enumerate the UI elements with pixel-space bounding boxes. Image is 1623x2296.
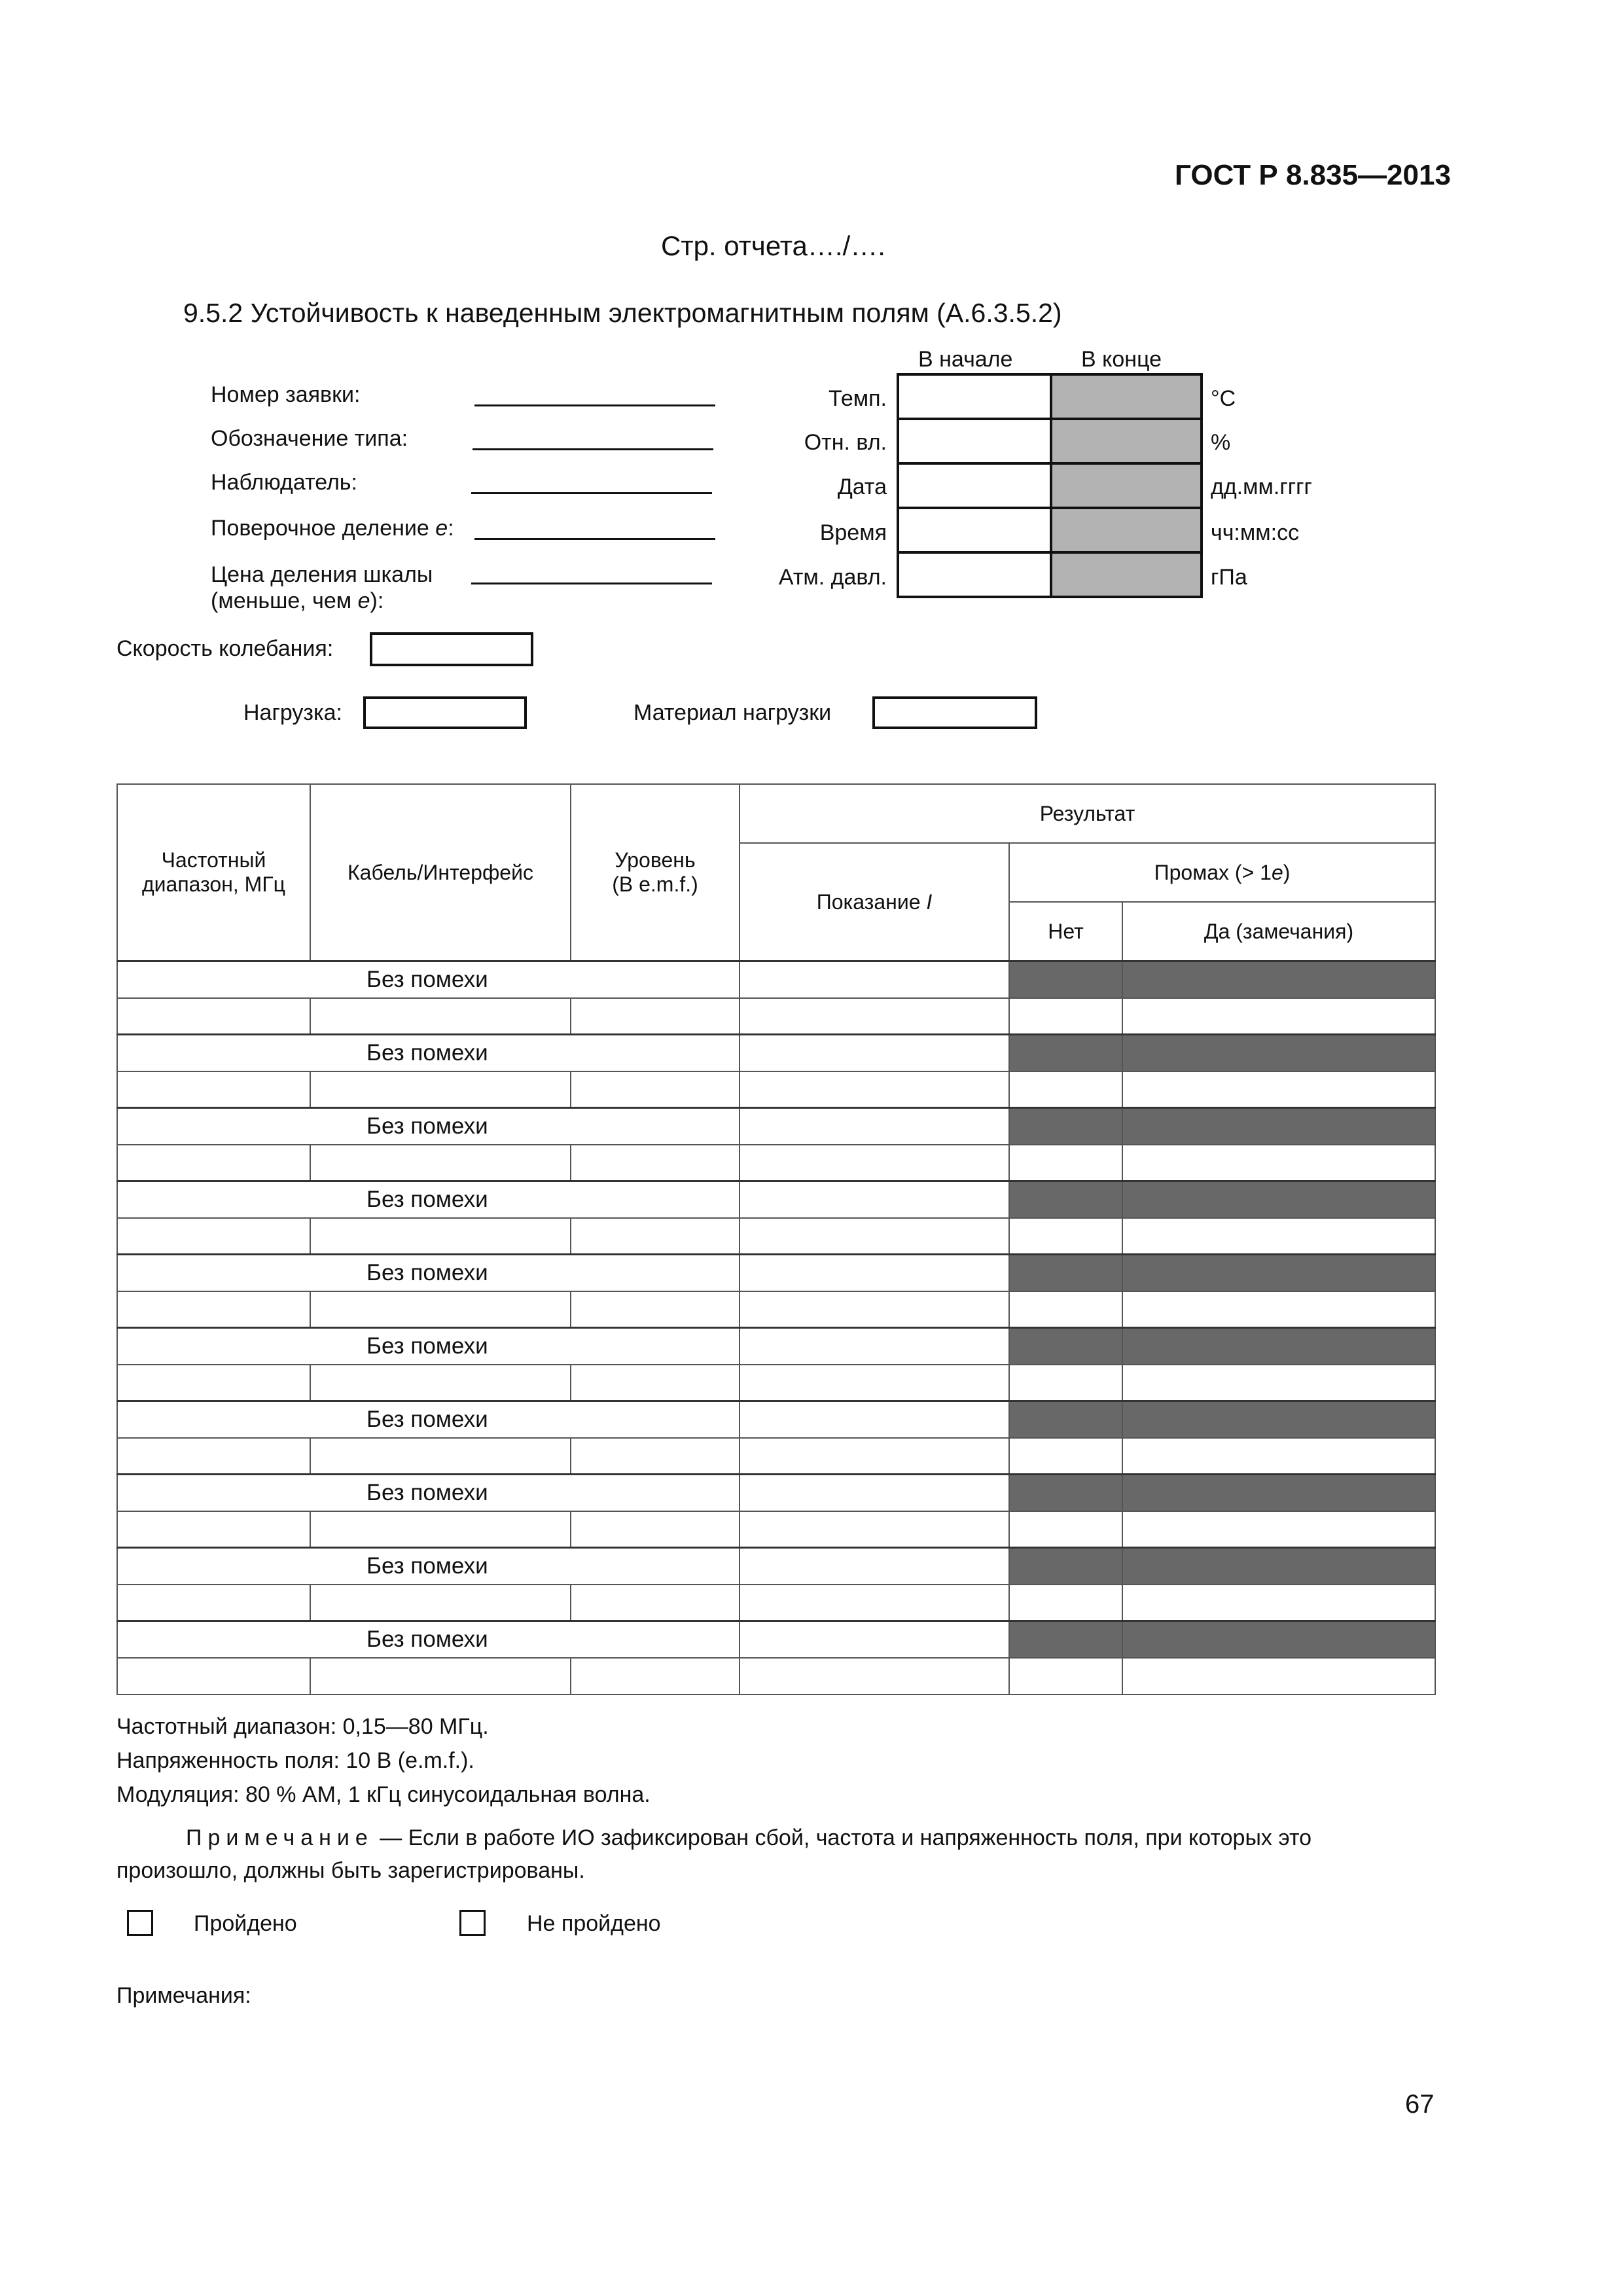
miss-yes-cell[interactable] bbox=[1122, 1071, 1435, 1108]
env-time-end bbox=[1050, 507, 1203, 554]
miss-no-cell[interactable] bbox=[1009, 1218, 1122, 1255]
no-interference-label: Без помехи bbox=[117, 1035, 740, 1071]
header-level-line2: (В e.m.f.) bbox=[612, 872, 698, 896]
miss-yes-cell[interactable] bbox=[1122, 1438, 1435, 1475]
section-title: 9.5.2 Устойчивость к наведенным электромагнитным полям (А.6.3.5.2) bbox=[183, 298, 1062, 328]
no-interference-label: Без помехи bbox=[117, 1108, 740, 1145]
application-number-label: Номер заявки: bbox=[211, 382, 361, 407]
measurement-row bbox=[117, 998, 1435, 1035]
measurement-row bbox=[117, 1218, 1435, 1255]
scale-division-var: e bbox=[357, 588, 370, 613]
env-pressure-end bbox=[1050, 551, 1203, 598]
no-interference-row bbox=[117, 1108, 1435, 1145]
verification-division-colon: : bbox=[448, 516, 454, 541]
level-cell[interactable] bbox=[571, 1511, 740, 1548]
header-miss-var: e bbox=[1271, 860, 1283, 884]
observer-label: Наблюдатель: bbox=[211, 470, 357, 495]
indication-cell[interactable] bbox=[740, 1548, 1009, 1585]
freq-cell[interactable] bbox=[117, 1511, 310, 1548]
indication-cell[interactable] bbox=[740, 1145, 1009, 1181]
indication-cell[interactable] bbox=[740, 1181, 1009, 1218]
level-cell[interactable] bbox=[571, 1291, 740, 1328]
remark-text: — Если в работе ИО зафиксирован сбой, частота и напряженность поля, при которых это произошло, должны быть зарегистрированы. bbox=[116, 1825, 1312, 1883]
env-label-humidity: Отн. вл. bbox=[804, 430, 887, 455]
test-conditions bbox=[116, 1710, 651, 1812]
remarks-label: Примечания: bbox=[116, 1983, 251, 2008]
measurement-row bbox=[117, 1585, 1435, 1621]
indication-cell[interactable] bbox=[740, 1328, 1009, 1365]
no-interference-row bbox=[117, 1255, 1435, 1291]
level-cell[interactable] bbox=[571, 998, 740, 1035]
miss-yes-cell[interactable] bbox=[1122, 1218, 1435, 1255]
freq-cell[interactable] bbox=[117, 1218, 310, 1255]
freq-cell[interactable] bbox=[117, 1291, 310, 1328]
measurement-row bbox=[117, 1145, 1435, 1181]
env-unit-time: чч:мм:сс bbox=[1211, 520, 1300, 545]
freq-cell[interactable] bbox=[117, 1365, 310, 1401]
scale-division-field[interactable] bbox=[471, 583, 712, 584]
freq-cell[interactable] bbox=[117, 998, 310, 1035]
indication-cell[interactable] bbox=[740, 1218, 1009, 1255]
no-interference-row bbox=[117, 1621, 1435, 1658]
miss-no-cell bbox=[1009, 1255, 1122, 1291]
miss-yes-cell[interactable] bbox=[1122, 998, 1435, 1035]
header-cable: Кабель/Интерфейс bbox=[310, 784, 571, 961]
miss-no-cell[interactable] bbox=[1009, 1511, 1122, 1548]
env-pressure-start[interactable] bbox=[897, 551, 1052, 598]
no-interference-label: Без помехи bbox=[117, 1255, 740, 1291]
header-level bbox=[571, 784, 740, 961]
miss-no-cell bbox=[1009, 1035, 1122, 1071]
no-interference-row bbox=[117, 961, 1435, 998]
miss-no-cell[interactable] bbox=[1009, 1291, 1122, 1328]
miss-no-cell bbox=[1009, 1328, 1122, 1365]
miss-yes-cell bbox=[1122, 1328, 1435, 1365]
miss-no-cell bbox=[1009, 1108, 1122, 1145]
env-unit-temp: °С bbox=[1211, 386, 1236, 411]
scale-division-label bbox=[211, 562, 433, 614]
indication-cell[interactable] bbox=[740, 998, 1009, 1035]
measurement-row bbox=[117, 1291, 1435, 1328]
env-col-start: В начале bbox=[918, 347, 1013, 372]
no-interference-label: Без помехи bbox=[117, 961, 740, 998]
miss-no-cell[interactable] bbox=[1009, 1585, 1122, 1621]
cable-cell[interactable] bbox=[310, 1511, 571, 1548]
cable-cell[interactable] bbox=[310, 1291, 571, 1328]
indication-cell[interactable] bbox=[740, 1255, 1009, 1291]
indication-cell[interactable] bbox=[740, 1621, 1009, 1658]
miss-yes-cell bbox=[1122, 1621, 1435, 1658]
load-field[interactable] bbox=[363, 696, 527, 729]
cable-cell[interactable] bbox=[310, 998, 571, 1035]
indication-cell[interactable] bbox=[740, 1071, 1009, 1108]
level-cell[interactable] bbox=[571, 1438, 740, 1475]
load-label: Нагрузка: bbox=[243, 700, 342, 725]
indication-cell[interactable] bbox=[740, 961, 1009, 998]
cable-cell[interactable] bbox=[310, 1438, 571, 1475]
application-number-field[interactable] bbox=[474, 404, 715, 406]
env-humidity-start[interactable] bbox=[897, 418, 1052, 465]
no-interference-row bbox=[117, 1035, 1435, 1071]
header-indication bbox=[740, 843, 1009, 961]
header-freq bbox=[117, 784, 310, 961]
verification-division-label bbox=[211, 516, 454, 541]
env-date-end bbox=[1050, 462, 1203, 509]
indication-cell[interactable] bbox=[740, 1438, 1009, 1475]
header-freq-line2: диапазон, МГц bbox=[142, 872, 285, 896]
indication-cell[interactable] bbox=[740, 1108, 1009, 1145]
miss-yes-cell bbox=[1122, 961, 1435, 998]
miss-no-cell[interactable] bbox=[1009, 1658, 1122, 1695]
env-unit-pressure: гПа bbox=[1211, 565, 1247, 590]
no-interference-row bbox=[117, 1328, 1435, 1365]
env-label-pressure: Атм. давл. bbox=[778, 565, 887, 590]
no-interference-row bbox=[117, 1475, 1435, 1511]
type-designation-label: Обозначение типа: bbox=[211, 426, 408, 451]
indication-cell[interactable] bbox=[740, 1511, 1009, 1548]
miss-no-cell bbox=[1009, 1621, 1122, 1658]
oscillation-speed-label: Скорость колебания: bbox=[116, 636, 334, 661]
miss-no-cell bbox=[1009, 961, 1122, 998]
miss-yes-cell bbox=[1122, 1255, 1435, 1291]
measurement-row bbox=[117, 1071, 1435, 1108]
header-level-line1: Уровень bbox=[615, 848, 696, 872]
miss-no-cell[interactable] bbox=[1009, 1071, 1122, 1108]
header-indication-text: Показание bbox=[816, 889, 927, 914]
verification-division-field[interactable] bbox=[474, 538, 715, 540]
header-yes: Да (замечания) bbox=[1122, 902, 1435, 961]
modulation-note: Модуляция: 80 % АМ, 1 кГц синусоидальная волна. bbox=[116, 1782, 651, 1807]
freq-range-note: Частотный диапазон: 0,15—80 МГц. bbox=[116, 1714, 489, 1739]
miss-yes-cell bbox=[1122, 1475, 1435, 1511]
miss-no-cell bbox=[1009, 1401, 1122, 1438]
verification-division-var: e bbox=[435, 516, 448, 541]
cable-cell[interactable] bbox=[310, 1585, 571, 1621]
miss-no-cell bbox=[1009, 1475, 1122, 1511]
level-cell[interactable] bbox=[571, 1071, 740, 1108]
cable-cell[interactable] bbox=[310, 1365, 571, 1401]
no-interference-label: Без помехи bbox=[117, 1401, 740, 1438]
remark bbox=[116, 1821, 1435, 1887]
header-no: Нет bbox=[1009, 902, 1122, 961]
freq-cell[interactable] bbox=[117, 1658, 310, 1695]
env-label-temp: Темп. bbox=[828, 386, 887, 411]
no-interference-label: Без помехи bbox=[117, 1328, 740, 1365]
freq-cell[interactable] bbox=[117, 1438, 310, 1475]
miss-yes-cell bbox=[1122, 1108, 1435, 1145]
observer-field[interactable] bbox=[471, 492, 712, 494]
indication-cell[interactable] bbox=[740, 1658, 1009, 1695]
level-cell[interactable] bbox=[571, 1365, 740, 1401]
env-temp-start[interactable] bbox=[897, 373, 1052, 420]
env-temp-end bbox=[1050, 373, 1203, 420]
scale-division-line2 bbox=[211, 588, 433, 614]
miss-yes-cell[interactable] bbox=[1122, 1511, 1435, 1548]
cable-cell[interactable] bbox=[310, 1145, 571, 1181]
measurement-row bbox=[117, 1511, 1435, 1548]
no-interference-row bbox=[117, 1548, 1435, 1585]
env-unit-humidity: % bbox=[1211, 430, 1231, 455]
cable-cell[interactable] bbox=[310, 1658, 571, 1695]
scale-division-pre: (меньше, чем bbox=[211, 588, 358, 613]
miss-yes-cell[interactable] bbox=[1122, 1365, 1435, 1401]
indication-cell[interactable] bbox=[740, 1475, 1009, 1511]
env-label-time: Время bbox=[819, 520, 887, 545]
header-miss-close: ) bbox=[1283, 860, 1291, 884]
standard-number: ГОСТ Р 8.835—2013 bbox=[1175, 159, 1451, 191]
miss-yes-cell bbox=[1122, 1181, 1435, 1218]
miss-yes-cell[interactable] bbox=[1122, 1585, 1435, 1621]
miss-no-cell[interactable] bbox=[1009, 998, 1122, 1035]
results-table bbox=[116, 783, 1436, 1695]
load-material-field[interactable] bbox=[872, 696, 1037, 729]
miss-no-cell[interactable] bbox=[1009, 1365, 1122, 1401]
scale-division-line1: Цена деления шкалы bbox=[211, 562, 433, 587]
miss-yes-cell bbox=[1122, 1035, 1435, 1071]
level-cell[interactable] bbox=[571, 1218, 740, 1255]
no-interference-label: Без помехи bbox=[117, 1181, 740, 1218]
env-humidity-end bbox=[1050, 418, 1203, 465]
no-interference-row bbox=[117, 1401, 1435, 1438]
measurement-row bbox=[117, 1438, 1435, 1475]
passed-label: Пройдено bbox=[194, 1911, 297, 1936]
cable-cell[interactable] bbox=[310, 1218, 571, 1255]
level-cell[interactable] bbox=[571, 1658, 740, 1695]
no-interference-label: Без помехи bbox=[117, 1621, 740, 1658]
no-interference-label: Без помехи bbox=[117, 1475, 740, 1511]
level-cell[interactable] bbox=[571, 1585, 740, 1621]
env-date-start[interactable] bbox=[897, 462, 1052, 509]
indication-cell[interactable] bbox=[740, 1585, 1009, 1621]
oscillation-speed-field[interactable] bbox=[370, 632, 533, 666]
page-number: 67 bbox=[1405, 2090, 1435, 2119]
measurement-row bbox=[117, 1365, 1435, 1401]
load-material-label: Материал нагрузки bbox=[633, 700, 832, 725]
header-freq-line1: Частотный bbox=[161, 848, 266, 872]
indication-cell[interactable] bbox=[740, 1401, 1009, 1438]
verification-division-text: Поверочное деление bbox=[211, 516, 436, 541]
header-miss-text: Промах (> 1 bbox=[1154, 860, 1272, 884]
no-interference-label: Без помехи bbox=[117, 1548, 740, 1585]
indication-cell[interactable] bbox=[740, 1035, 1009, 1071]
failed-label: Не пройдено bbox=[527, 1911, 661, 1936]
miss-yes-cell bbox=[1122, 1401, 1435, 1438]
env-col-end: В конце bbox=[1081, 347, 1162, 372]
miss-no-cell bbox=[1009, 1548, 1122, 1585]
indication-cell[interactable] bbox=[740, 1291, 1009, 1328]
header-indication-var: I bbox=[926, 889, 933, 914]
miss-no-cell bbox=[1009, 1181, 1122, 1218]
env-label-date: Дата bbox=[837, 475, 887, 499]
freq-cell[interactable] bbox=[117, 1585, 310, 1621]
env-time-start[interactable] bbox=[897, 507, 1052, 554]
miss-no-cell[interactable] bbox=[1009, 1438, 1122, 1475]
miss-no-cell[interactable] bbox=[1009, 1145, 1122, 1181]
type-designation-field[interactable] bbox=[473, 448, 713, 450]
no-interference-row bbox=[117, 1181, 1435, 1218]
freq-cell[interactable] bbox=[117, 1145, 310, 1181]
miss-yes-cell[interactable] bbox=[1122, 1291, 1435, 1328]
level-cell[interactable] bbox=[571, 1145, 740, 1181]
miss-yes-cell[interactable] bbox=[1122, 1145, 1435, 1181]
cable-cell[interactable] bbox=[310, 1071, 571, 1108]
passed-checkbox[interactable] bbox=[127, 1910, 153, 1936]
failed-checkbox[interactable] bbox=[459, 1910, 486, 1936]
header-result: Результат bbox=[740, 784, 1435, 843]
remark-word: Примечание bbox=[186, 1825, 374, 1850]
results-body bbox=[117, 961, 1435, 1695]
report-page: Стр. отчета…./…. bbox=[661, 230, 885, 261]
freq-cell[interactable] bbox=[117, 1071, 310, 1108]
indication-cell[interactable] bbox=[740, 1365, 1009, 1401]
scale-division-post: ): bbox=[370, 588, 384, 613]
miss-yes-cell[interactable] bbox=[1122, 1658, 1435, 1695]
measurement-row bbox=[117, 1658, 1435, 1695]
field-strength-note: Напряженность поля: 10 В (e.m.f.). bbox=[116, 1748, 474, 1773]
env-unit-date: дд.мм.гггг bbox=[1211, 475, 1312, 499]
miss-yes-cell bbox=[1122, 1548, 1435, 1585]
header-miss bbox=[1009, 843, 1435, 902]
